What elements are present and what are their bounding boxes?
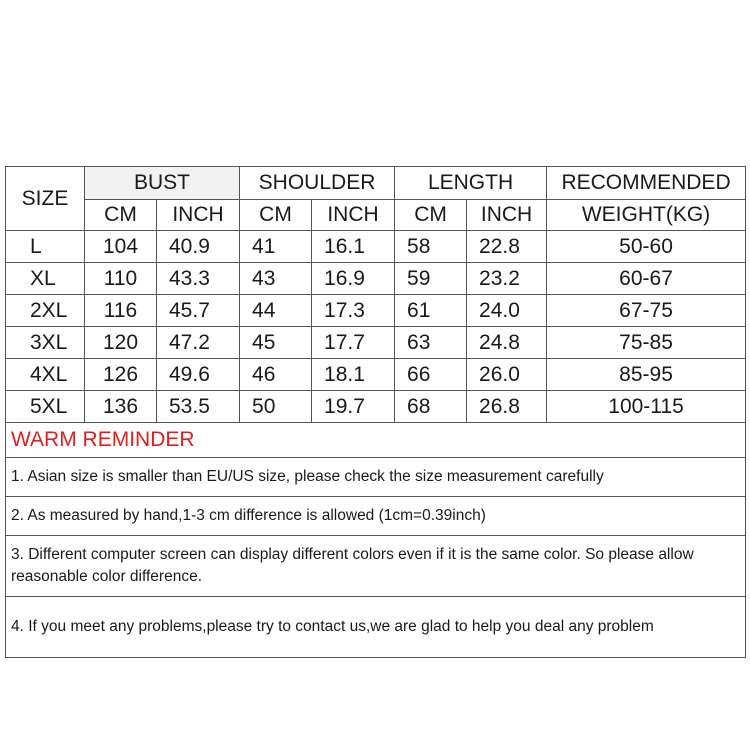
length-inch-cell: 24.8 <box>467 327 547 359</box>
size-cell: 5XL <box>6 391 85 423</box>
length-inch-header: INCH <box>467 200 547 231</box>
bust-inch-cell: 43.3 <box>157 263 240 295</box>
reminder-note-4: 4. If you meet any problems,please try to contact us,we are glad to help you deal any problem <box>6 597 746 658</box>
shoulder-cm-cell: 41 <box>240 231 312 263</box>
reminder-title-row <box>6 423 746 458</box>
reminder-note-row <box>6 458 746 497</box>
size-cell: L <box>6 231 85 263</box>
length-inch-cell: 24.0 <box>467 295 547 327</box>
size-cell: 4XL <box>6 359 85 391</box>
weight-cell: 75-85 <box>547 327 746 359</box>
size-header: SIZE <box>6 167 85 231</box>
size-cell: 2XL <box>6 295 85 327</box>
shoulder-cm-cell: 46 <box>240 359 312 391</box>
bust-cm-cell: 104 <box>85 231 157 263</box>
length-cm-cell: 63 <box>395 327 467 359</box>
reminder-note-row <box>6 497 746 536</box>
bust-inch-cell: 45.7 <box>157 295 240 327</box>
length-inch-cell: 26.8 <box>467 391 547 423</box>
weight-cell: 67-75 <box>547 295 746 327</box>
bust-cm-header: CM <box>85 200 157 231</box>
shoulder-header: SHOULDER <box>240 167 395 200</box>
bust-inch-cell: 49.6 <box>157 359 240 391</box>
size-cell: XL <box>6 263 85 295</box>
weight-cell: 100-115 <box>547 391 746 423</box>
shoulder-cm-cell: 44 <box>240 295 312 327</box>
length-inch-cell: 23.2 <box>467 263 547 295</box>
shoulder-inch-header: INCH <box>312 200 395 231</box>
size-row <box>6 263 746 295</box>
weight-header: WEIGHT(KG) <box>547 200 746 231</box>
shoulder-inch-cell: 17.3 <box>312 295 395 327</box>
bust-cm-cell: 116 <box>85 295 157 327</box>
length-cm-cell: 58 <box>395 231 467 263</box>
size-row <box>6 359 746 391</box>
length-cm-header: CM <box>395 200 467 231</box>
bust-cm-cell: 120 <box>85 327 157 359</box>
reminder-note-3: 3. Different computer screen can display different colors even if it is the same color. So please allow reasonable color difference. <box>6 536 746 597</box>
shoulder-cm-header: CM <box>240 200 312 231</box>
shoulder-cm-cell: 43 <box>240 263 312 295</box>
bust-inch-header: INCH <box>157 200 240 231</box>
header-row-units <box>6 200 746 231</box>
weight-cell: 85-95 <box>547 359 746 391</box>
length-cm-cell: 59 <box>395 263 467 295</box>
weight-cell: 50-60 <box>547 231 746 263</box>
shoulder-inch-cell: 19.7 <box>312 391 395 423</box>
bust-cm-cell: 110 <box>85 263 157 295</box>
reminder-note-row <box>6 536 746 597</box>
reminder-note-row <box>6 597 746 658</box>
bust-inch-cell: 53.5 <box>157 391 240 423</box>
length-cm-cell: 66 <box>395 359 467 391</box>
length-cm-cell: 68 <box>395 391 467 423</box>
bust-inch-cell: 47.2 <box>157 327 240 359</box>
shoulder-cm-cell: 45 <box>240 327 312 359</box>
size-row <box>6 391 746 423</box>
recommended-header: RECOMMENDED <box>547 167 746 200</box>
size-row <box>6 231 746 263</box>
shoulder-cm-cell: 50 <box>240 391 312 423</box>
length-cm-cell: 61 <box>395 295 467 327</box>
reminder-note-2: 2. As measured by hand,1-3 cm difference is allowed (1cm=0.39inch) <box>6 497 746 536</box>
shoulder-inch-cell: 16.9 <box>312 263 395 295</box>
length-inch-cell: 22.8 <box>467 231 547 263</box>
bust-inch-cell: 40.9 <box>157 231 240 263</box>
bust-cm-cell: 126 <box>85 359 157 391</box>
shoulder-inch-cell: 16.1 <box>312 231 395 263</box>
weight-cell: 60-67 <box>547 263 746 295</box>
warm-reminder-title: WARM REMINDER <box>6 423 746 458</box>
size-chart-table <box>5 166 746 658</box>
header-row-groups <box>6 167 746 200</box>
size-row <box>6 327 746 359</box>
bust-cm-cell: 136 <box>85 391 157 423</box>
shoulder-inch-cell: 18.1 <box>312 359 395 391</box>
shoulder-inch-cell: 17.7 <box>312 327 395 359</box>
size-row <box>6 295 746 327</box>
length-inch-cell: 26.0 <box>467 359 547 391</box>
size-cell: 3XL <box>6 327 85 359</box>
length-header: LENGTH <box>395 167 547 200</box>
bust-header: BUST <box>85 167 240 200</box>
reminder-note-1: 1. Asian size is smaller than EU/US size, please check the size measurement carefully <box>6 458 746 497</box>
